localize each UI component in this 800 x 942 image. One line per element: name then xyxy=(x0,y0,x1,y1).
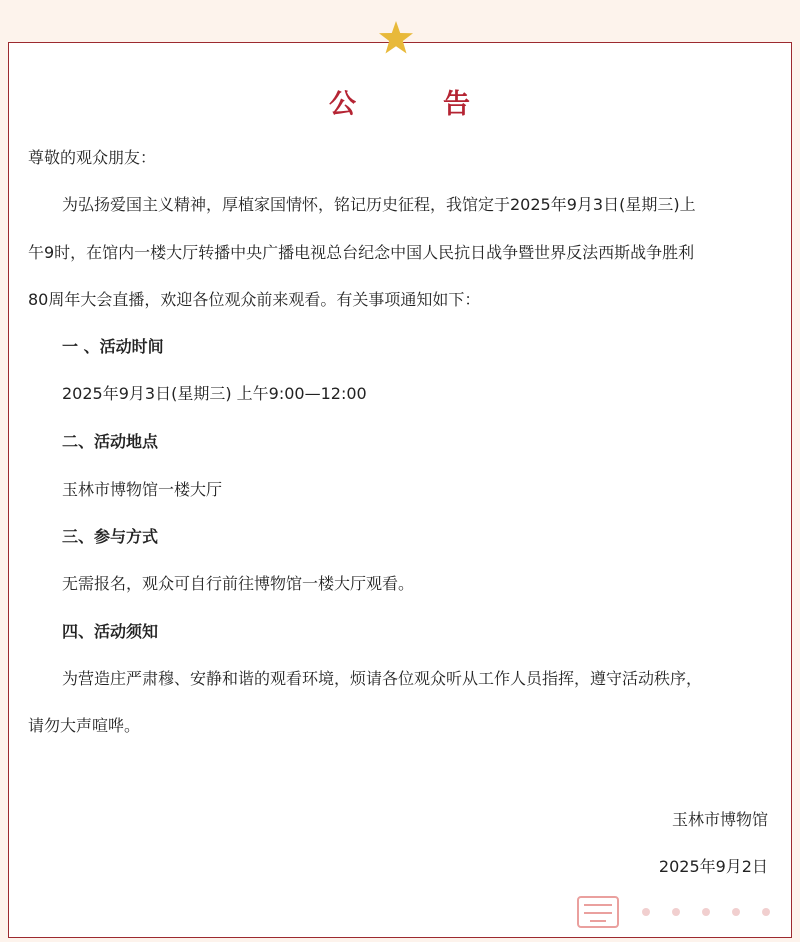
intro-line: 80周年大会直播，欢迎各位观众前来观看。有关事项通知如下： xyxy=(28,290,481,309)
signature: 玉林市博物馆 xyxy=(671,810,768,829)
date: 2025年9月2日 xyxy=(658,857,768,876)
section-text: 请勿大声喧哗。 xyxy=(28,716,141,735)
star-icon xyxy=(378,20,414,56)
greeting: 尊敬的观众朋友： xyxy=(28,148,157,167)
page-title xyxy=(0,82,800,121)
section-text: 无需报名，观众可自行前往博物馆一楼大厅观看。 xyxy=(62,574,415,593)
section-text: 玉林市博物馆一楼大厅 xyxy=(62,480,223,499)
section-heading: 三、参与方式 xyxy=(62,527,159,546)
intro-line: 为弘扬爱国主义精神，厚植家国情怀，铭记历史征程，我馆定于2025年9月3日(星期三)上 xyxy=(62,195,696,214)
section-text: 为营造庄严肃穆、安静和谐的观看环境，烦请各位观众听从工作人员指挥，遵守活动秩序， xyxy=(62,669,703,688)
section-heading: 二、活动地点 xyxy=(62,432,159,451)
section-heading: 一 、活动时间 xyxy=(62,337,164,356)
title-char: 告 xyxy=(443,89,471,120)
section-text: 2025年9月3日(星期三) 上午9:00—12:00 xyxy=(62,384,367,403)
watermark-logo xyxy=(576,893,796,931)
title-char: 公 xyxy=(329,89,357,120)
intro-line: 午9时，在馆内一楼大厅转播中央广播电视总台纪念中国人民抗日战争暨世界反法西斯战争胜利 xyxy=(28,243,695,262)
section-heading: 四、活动须知 xyxy=(62,622,159,641)
